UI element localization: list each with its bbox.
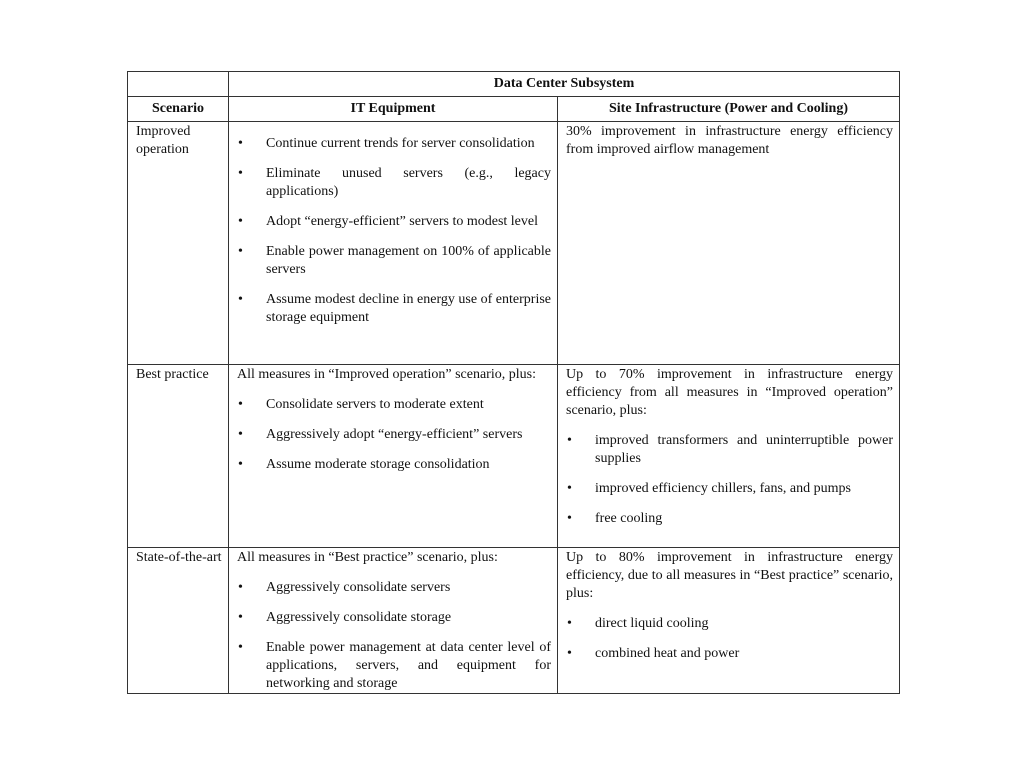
site-intro: Up to 80% improvement in infrastructure energy efficiency, due to all measures in “Best practice” scenario, plus: xyxy=(566,550,894,601)
it-bullet-list xyxy=(237,396,551,474)
bullet-item: • improved efficiency chillers, fans, and pumps xyxy=(566,480,893,498)
bullet-item: • Aggressively consolidate storage xyxy=(237,609,551,627)
table-row xyxy=(128,365,900,548)
header-it-equipment: IT Equipment xyxy=(229,97,558,122)
it-cell xyxy=(229,365,558,548)
site-intro: Up to 70% improvement in infrastructure energy efficiency from all measures in “Improved operation” scenario, plus: xyxy=(566,367,894,418)
site-cell xyxy=(558,122,900,365)
site-cell xyxy=(558,365,900,548)
bullet-item: • direct liquid cooling xyxy=(566,615,893,633)
bullet-item: • improved transformers and uninterruptible power supplies xyxy=(566,432,893,468)
bullet-item: • Aggressively consolidate servers xyxy=(237,579,551,597)
bullet-item: • free cooling xyxy=(566,510,893,528)
it-cell xyxy=(229,122,558,365)
site-intro: 30% improvement in infrastructure energy efficiency from improved airflow management xyxy=(566,124,894,157)
it-bullet-list xyxy=(237,135,551,327)
bullet-item: • Adopt “energy-efficient” servers to modest level xyxy=(237,213,551,231)
scenario-cell: Best practice xyxy=(128,365,229,548)
bullet-item: • Enable power management at data center level of applications, servers, and equipment for networking and storage xyxy=(237,639,551,693)
table-row xyxy=(128,548,900,694)
header-scenario: Scenario xyxy=(128,97,229,122)
it-cell xyxy=(229,548,558,694)
group-header: Data Center Subsystem xyxy=(229,72,900,97)
bullet-item: • Consolidate servers to moderate extent xyxy=(237,396,551,414)
scenario-table xyxy=(127,71,900,694)
corner-cell xyxy=(128,72,229,97)
table-row xyxy=(128,122,900,365)
bullet-item: • Enable power management on 100% of applicable servers xyxy=(237,243,551,279)
bullet-item: • Assume modest decline in energy use of enterprise storage equipment xyxy=(237,291,551,327)
bullet-item: • Eliminate unused servers (e.g., legacy applications) xyxy=(237,165,551,201)
it-bullet-list xyxy=(237,579,551,693)
it-intro: All measures in “Best practice” scenario, plus: xyxy=(237,550,498,565)
column-header-row xyxy=(128,97,900,122)
site-bullet-list xyxy=(566,432,893,528)
it-intro: All measures in “Improved operation” scenario, plus: xyxy=(237,367,536,382)
header-site-infrastructure: Site Infrastructure (Power and Cooling) xyxy=(558,97,900,122)
bullet-item: • combined heat and power xyxy=(566,645,893,663)
scenario-cell: Improved operation xyxy=(128,122,229,365)
group-header-row xyxy=(128,72,900,97)
bullet-item: • Continue current trends for server consolidation xyxy=(237,135,551,153)
bullet-item: • Assume moderate storage consolidation xyxy=(237,456,551,474)
site-cell xyxy=(558,548,900,694)
scenario-cell: State-of-the-art xyxy=(128,548,229,694)
site-bullet-list xyxy=(566,615,893,663)
bullet-item: • Aggressively adopt “energy-efficient” servers xyxy=(237,426,551,444)
